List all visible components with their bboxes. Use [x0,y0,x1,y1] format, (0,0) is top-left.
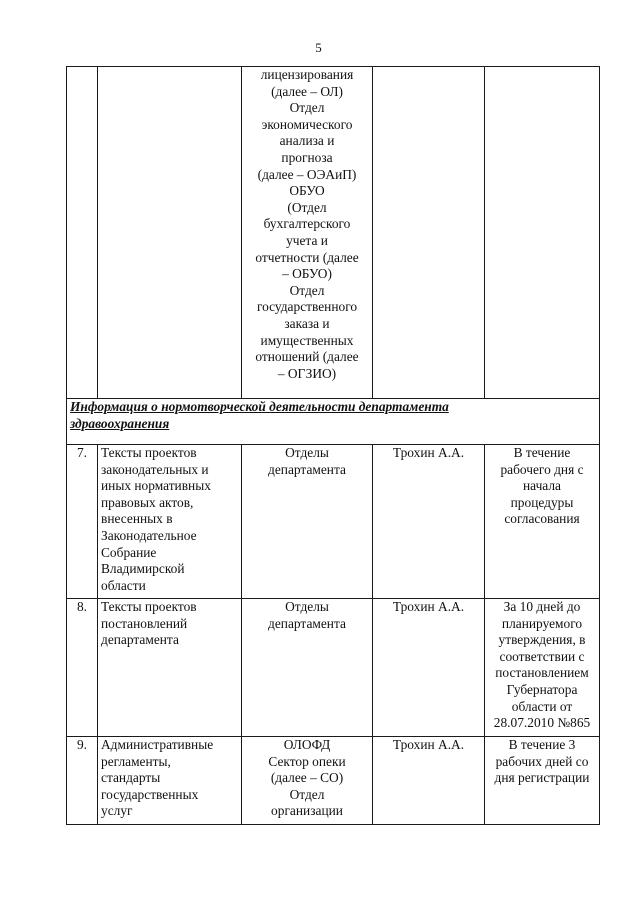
cell-department [242,445,373,599]
cell-line: Тексты проектов [101,445,197,460]
cell-deadline [485,599,600,737]
cell-line: В течение [513,445,571,460]
cell-line: В течение 3 [508,737,576,752]
cell-responsible [373,737,485,825]
cell-line: анализа и [279,133,335,149]
cell-document [98,737,242,825]
cell-number [67,67,98,399]
cell-responsible [373,599,485,737]
cell-line: регламенты, [101,753,171,769]
cell-line: Трохин А.А. [392,445,465,460]
section-header-line: здравоохранения [70,415,170,431]
cell-line: правовых актов, [101,494,194,510]
cell-line: рабочего дня с [500,461,584,477]
document-table [66,66,600,825]
cell-line: постановлением [495,665,589,681]
cell-line: имущественных [260,332,354,348]
table-row [67,445,600,599]
cell-document [98,445,242,599]
cell-line: заказа и [284,315,330,331]
cell-line: рабочих дней со [495,753,589,769]
cell-line: постановлений [101,615,188,631]
cell-line: (Отдел [287,199,327,215]
cell-line: Отделы [285,445,329,460]
cell-number: 9. [67,737,98,825]
cell-department [242,67,373,399]
cell-deadline [485,737,600,825]
page-number: 5 [315,40,322,55]
cell-line: организации [271,803,343,819]
cell-line: – ОБУО) [282,266,332,282]
cell-line: учета и [286,232,328,248]
cell-line: планируемого [501,615,583,631]
cell-line: Владимирской [101,561,185,577]
cell-line: начала [523,478,561,494]
cell-line: департамента [268,615,346,631]
cell-line: 28.07.2010 №865 [493,715,591,731]
cell-deadline [485,67,600,399]
cell-line: департамента [101,632,179,648]
cell-line: соответствии с [499,648,585,664]
cell-line: утверждения, в [498,632,586,648]
cell-line: Отдел [289,786,325,802]
cell-line: дня регистрации [494,770,590,786]
cell-number: 7. [67,445,98,599]
cell-number: 8. [67,599,98,737]
cell-line: (далее – СО) [270,770,344,786]
section-header-row [67,399,600,445]
cell-line: Губернатора [506,681,578,697]
cell-document [98,599,242,737]
cell-line: (далее – ОЭАиП) [257,166,357,182]
cell-line: (далее – ОЛ) [271,83,343,99]
cell-line: законодательных и [101,461,209,477]
cell-line: стандарты [101,770,161,786]
cell-line: Трохин А.А. [392,737,465,752]
cell-line: департамента [268,461,346,477]
cell-line: ОЛОФД [283,737,331,752]
cell-line: экономического [261,116,353,132]
cell-line: государственного [256,299,358,315]
cell-line: Отдел [289,100,325,116]
cell-line: Трохин А.А. [392,599,465,614]
cell-line: Тексты проектов [101,599,197,614]
cell-department [242,737,373,825]
cell-responsible [373,67,485,399]
cell-line: государственных [101,786,199,802]
table-row [67,599,600,737]
table-row-continued [67,67,600,399]
cell-deadline [485,445,600,599]
cell-line: Законодательное [101,527,197,543]
section-header-line: Информация о нормотворческой деятельности департамента [70,399,449,414]
cell-line: процедуры [510,494,574,510]
cell-line: Сектор опеки [268,753,346,769]
table-row [67,737,600,825]
cell-line: прогноза [281,149,333,165]
cell-department [242,599,373,737]
cell-line: согласования [504,511,580,527]
cell-line: бухгалтерского [263,216,351,232]
cell-line: Отдел [289,282,325,298]
cell-line: услуг [101,803,133,819]
cell-line: области [101,577,146,593]
cell-line: лицензирования [260,67,354,82]
cell-line: иных нормативных [101,478,211,494]
section-header [67,399,600,445]
cell-line: – ОГЗИО) [277,365,337,381]
cell-line: отношений (далее [255,349,359,365]
cell-line: Административные [101,737,214,752]
cell-document [98,67,242,399]
cell-line: ОБУО [289,183,325,199]
cell-line: Собрание [101,544,157,560]
cell-responsible [373,445,485,599]
cell-line: отчетности (далее [255,249,359,265]
cell-line: Отделы [285,599,329,614]
cell-line: области от [511,698,573,714]
cell-line: внесенных в [101,511,173,527]
cell-line: За 10 дней до [503,599,581,614]
